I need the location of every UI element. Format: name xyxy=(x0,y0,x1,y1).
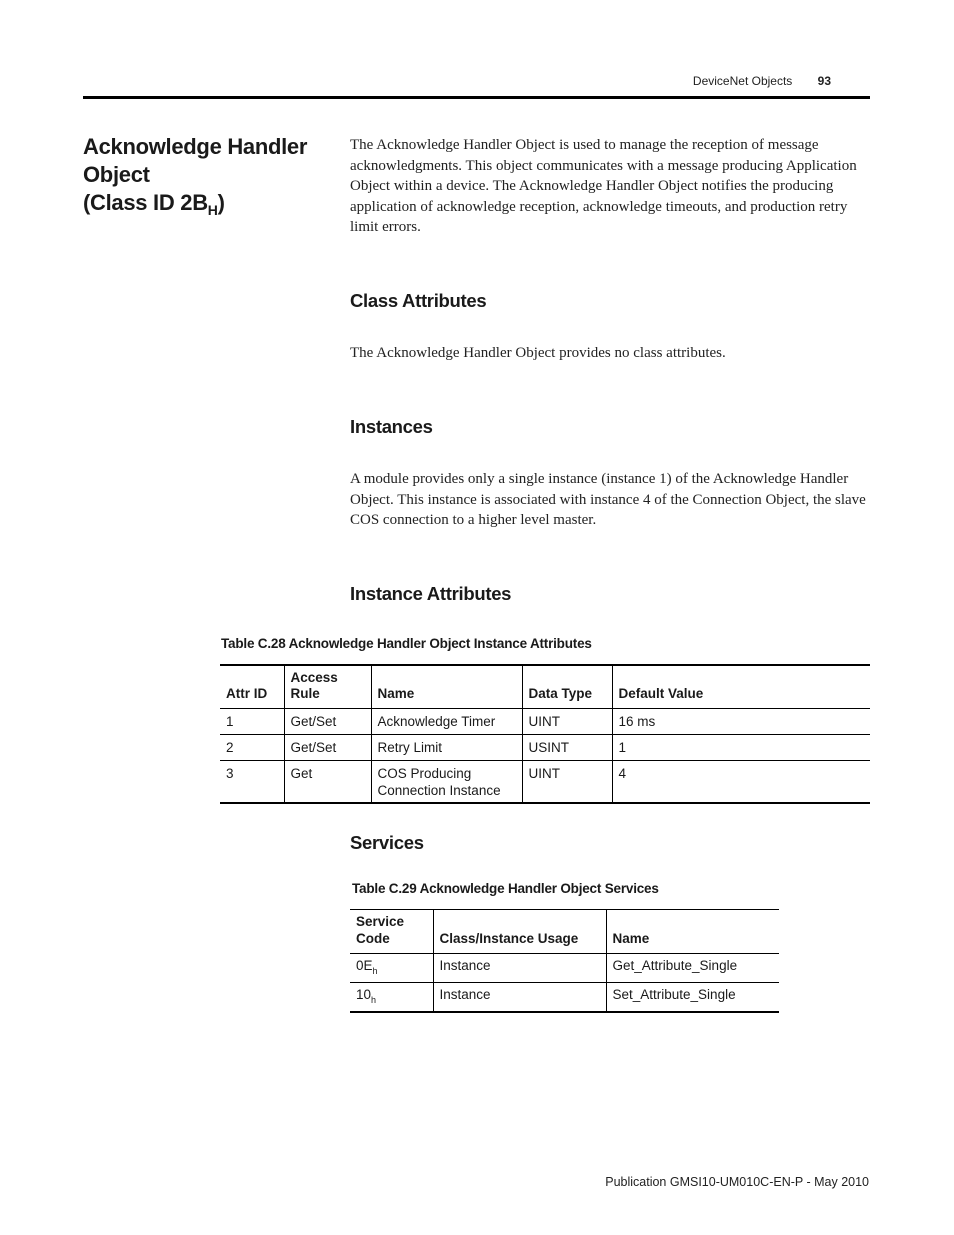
table-row xyxy=(350,954,779,983)
cell-attr-id: 1 xyxy=(226,713,234,729)
publication-footer: Publication GMSI10-UM010C-EN-P - May 2010 xyxy=(605,1175,869,1189)
cell-service-code: $0E_h$ xyxy=(356,958,378,976)
cell-default: 4 xyxy=(612,760,870,803)
header-rule xyxy=(83,96,870,99)
table-row xyxy=(220,760,870,803)
cell-default: 1 xyxy=(612,734,870,760)
cell-name: COS Producing Connection Instance xyxy=(371,760,522,803)
col-data-type: Data Type xyxy=(522,665,612,708)
table-row xyxy=(220,734,870,760)
col-access-rule: Access Rule xyxy=(284,665,371,708)
cell-data-type: USINT xyxy=(522,734,612,760)
cell-name: Acknowledge Timer xyxy=(371,708,522,734)
col-default-value: Default Value xyxy=(612,665,870,708)
cell-data-type: UINT xyxy=(522,708,612,734)
cell-name: Retry Limit xyxy=(371,734,522,760)
class-attributes-heading: Class Attributes xyxy=(350,290,487,311)
title-line-3-subscript: H xyxy=(207,202,218,218)
running-header xyxy=(693,74,831,88)
cell-usage: Instance xyxy=(433,983,606,1012)
table-c28-caption: Table C.28 Acknowledge Handler Object Instance Attributes xyxy=(221,636,592,651)
cell-access: Get/Set xyxy=(284,708,371,734)
table-row xyxy=(350,983,779,1012)
table-c29-caption: Table C.29 Acknowledge Handler Object Services xyxy=(352,881,659,896)
cell-service-code: $10_h$ xyxy=(356,987,377,1005)
class-attributes-text: The Acknowledge Handler Object provides no class attributes. xyxy=(350,345,726,361)
instances-heading: Instances xyxy=(350,416,433,437)
cell-service-name: Set_Attribute_Single xyxy=(606,983,779,1012)
intro-paragraph: The Acknowledge Handler Object is used to manage the reception of message acknowledgments. This object communicates with a message producing Application Object within a device. The Acknowledge Handler Object notifies the producing application of acknowledge reception, acknowledge timeouts, and production retry limit errors. xyxy=(350,137,857,235)
title-line-3-suffix: ) xyxy=(217,190,225,215)
col-attr-id: Attr ID xyxy=(226,685,268,701)
table-row xyxy=(220,708,870,734)
cell-data-type: UINT xyxy=(522,760,612,803)
cell-access: Get/Set xyxy=(284,734,371,760)
cell-access: Get xyxy=(284,760,371,803)
cell-attr-id: 2 xyxy=(226,739,234,755)
instance-attributes-table xyxy=(220,664,870,804)
table-header-row xyxy=(350,910,779,954)
title-line-3-prefix: (Class ID 2B xyxy=(83,190,208,215)
services-heading: Services xyxy=(350,832,424,853)
cell-attr-id: 3 xyxy=(226,765,234,781)
title-line-1: Acknowledge Handler xyxy=(83,134,308,159)
page-title xyxy=(83,133,313,217)
title-line-2: Object xyxy=(83,162,150,187)
col-service-code: Service Code xyxy=(356,914,405,946)
cell-service-name: Get_Attribute_Single xyxy=(606,954,779,983)
cell-usage: Instance xyxy=(433,954,606,983)
page-number: 93 xyxy=(817,74,831,88)
header-section-title: DeviceNet Objects xyxy=(692,74,793,88)
instance-attributes-heading: Instance Attributes xyxy=(350,583,512,604)
instances-text: A module provides only a single instance (instance 1) of the Acknowledge Handler Object. This instance is associated with instance 4 of the Connection Object, the slave COS connection to a higher level master. xyxy=(350,471,866,528)
table-header-row xyxy=(220,665,870,708)
col-usage: Class/Instance Usage xyxy=(433,910,606,954)
col-service-name: Name xyxy=(606,910,779,954)
cell-default: 16 ms xyxy=(612,708,870,734)
col-name: Name xyxy=(371,665,522,708)
services-table xyxy=(350,909,779,1013)
